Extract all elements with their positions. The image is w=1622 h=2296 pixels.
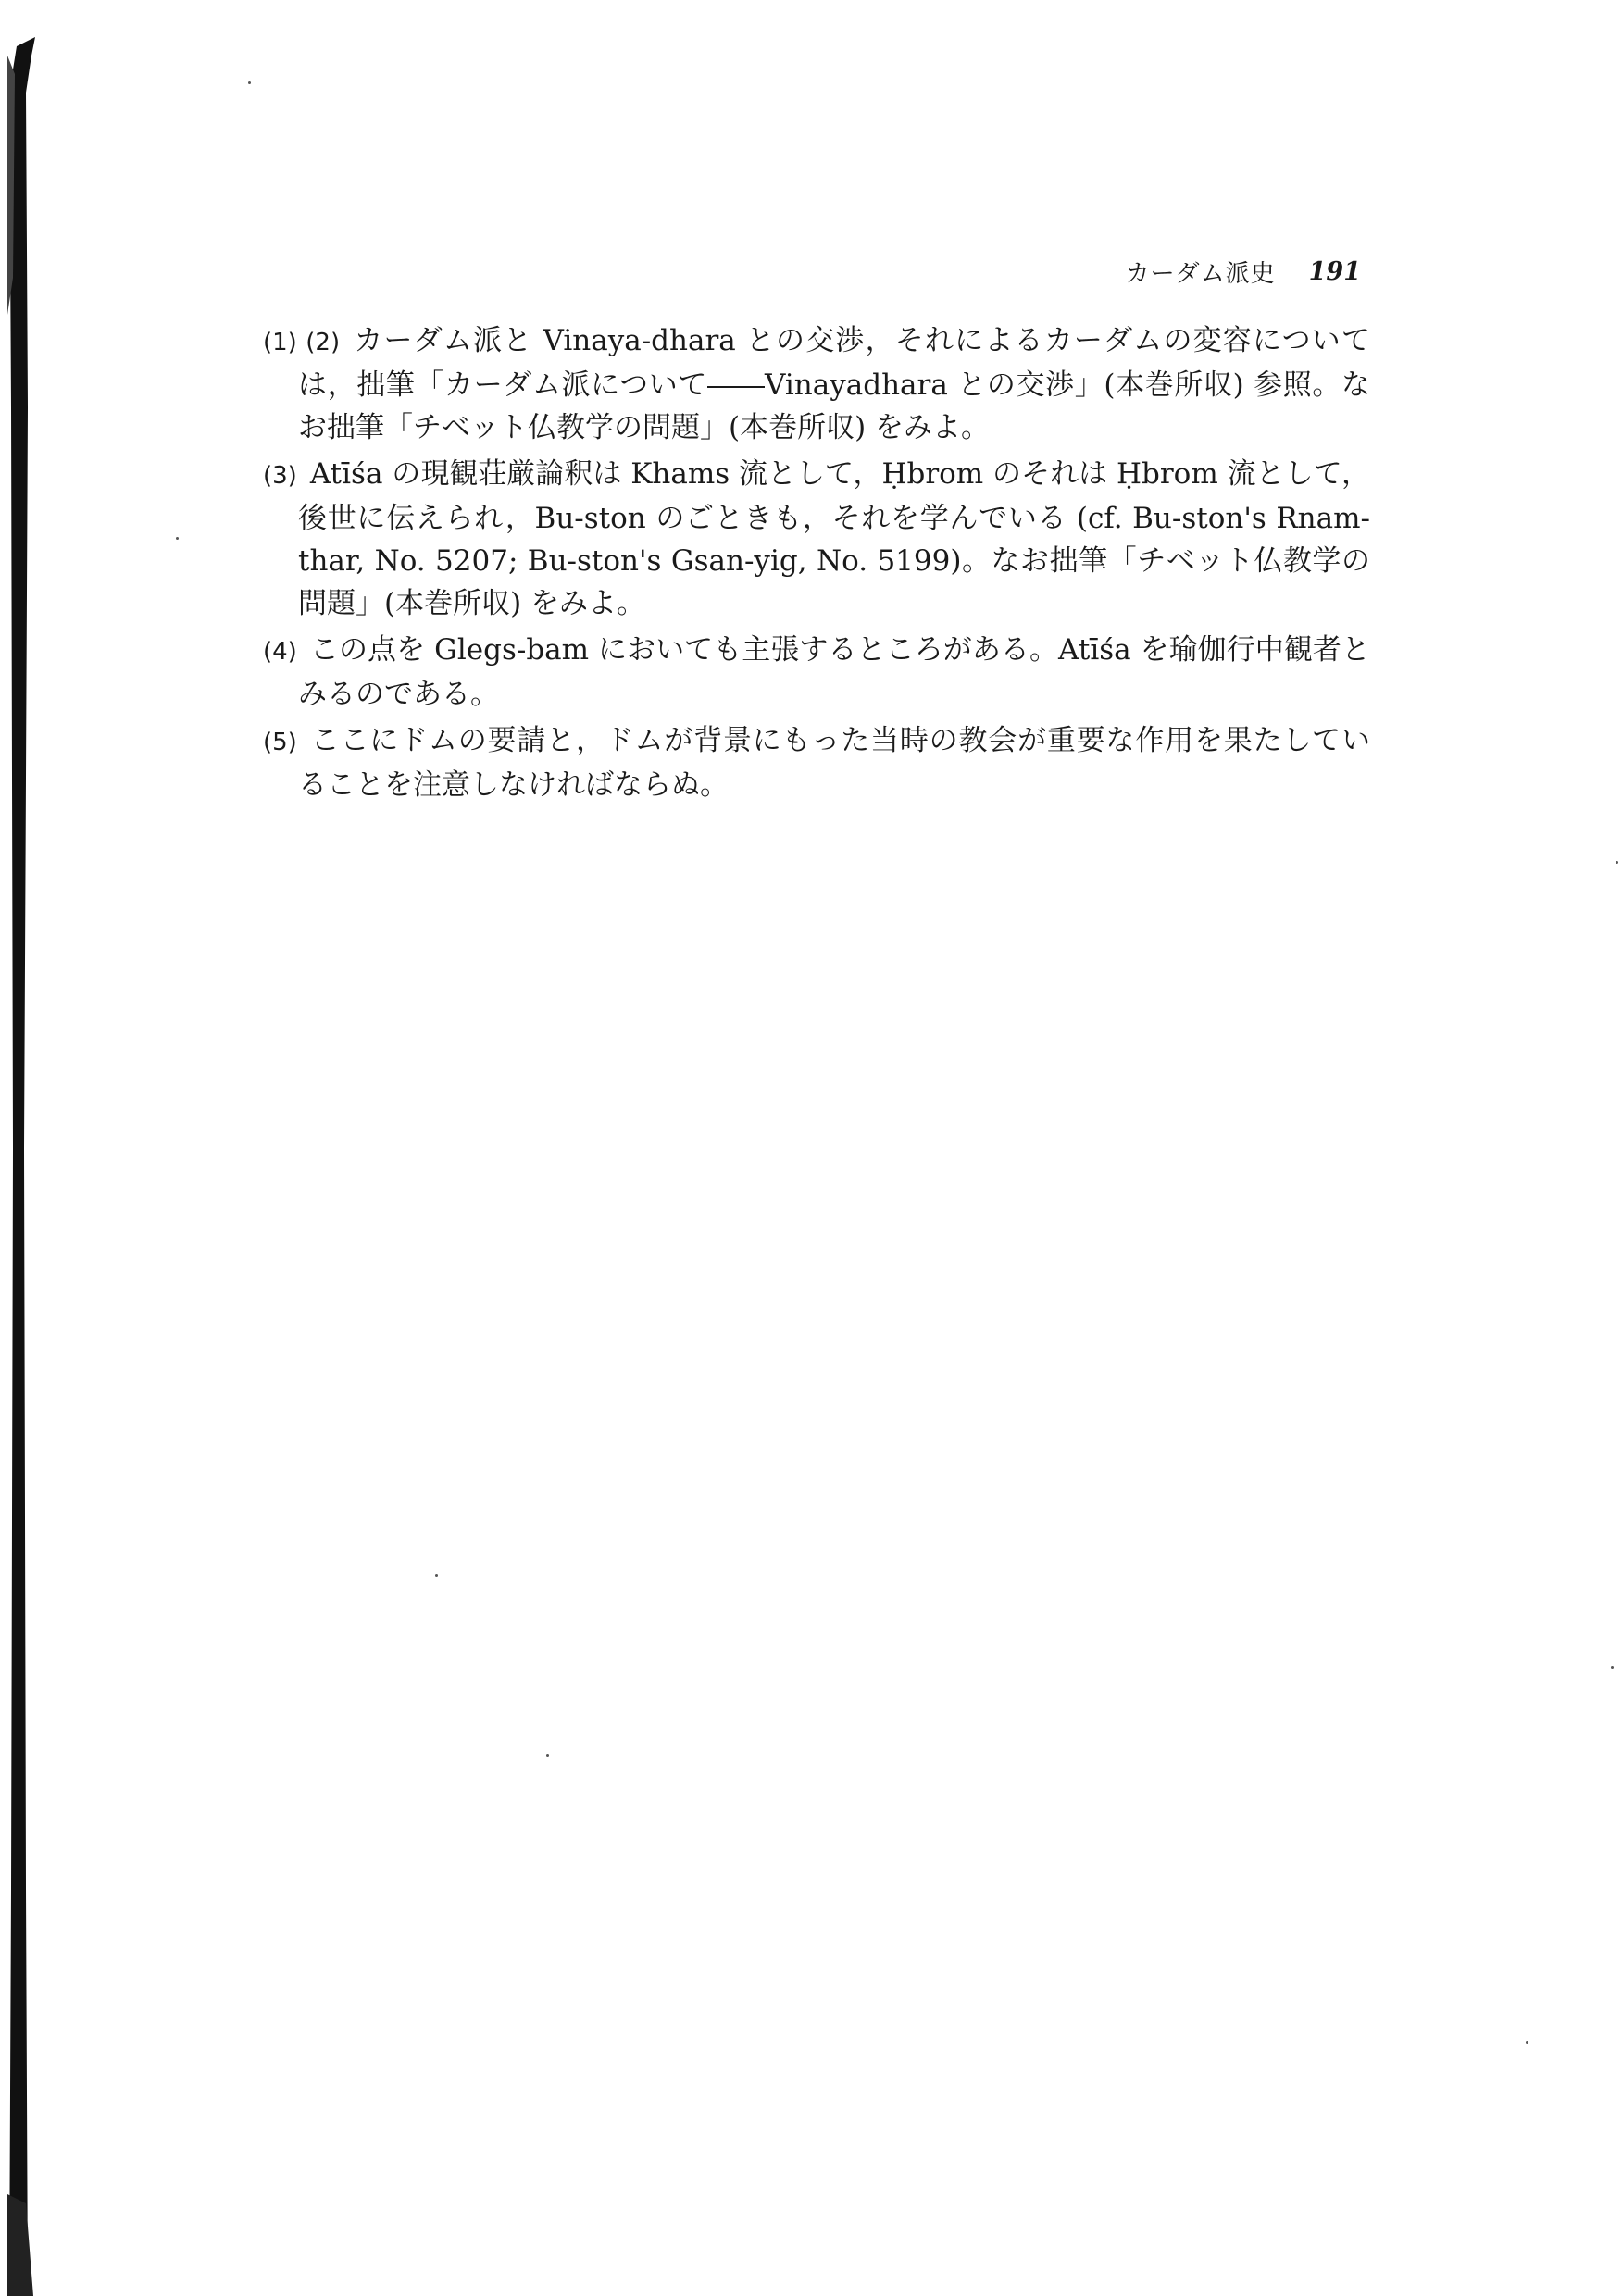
footnote-text: ここにドムの要請と，ドムが背景にもった当時の教会が重要な作用を果たしていることを注意しなければならぬ。 <box>298 724 1370 802</box>
footnote-marker: (4) <box>263 638 297 666</box>
footnote-marker: (3) <box>263 462 297 490</box>
footnote-4 <box>263 629 1370 716</box>
footnote-5 <box>263 719 1370 806</box>
footnote-text: Atīśa の現観荘厳論釈は Khams 流として，Ḥbrom のそれは Ḥbrom 流として，後世に伝えられ，Bu-ston のごときも，それを学んでいる (cf. Bu-ston's Rnam-thar, No. 5207; Bu-ston's Gsan-yig, No. 5199)。なお拙筆「チベット仏教学の問題」(本巻所収) をみよ。 <box>298 457 1370 620</box>
binding-edge-shadow <box>7 37 35 2296</box>
footnote-marker: (1) (2) <box>263 329 341 356</box>
footnote-3 <box>263 453 1370 625</box>
running-head <box>1065 253 1361 290</box>
footnote-text: この点を Glegs-bam においても主張するところがある。Atīśa を瑜伽行中観者とみるのである。 <box>298 633 1370 711</box>
footnote-marker: (5) <box>263 729 297 756</box>
page-number: 191 <box>1308 256 1361 286</box>
footnote-text: カーダム派と Vinaya-dhara との交渉，それによるカーダムの変容については，拙筆「カーダム派について――Vinayadhara との交渉」(本巻所収) 参照。なお拙筆「チベット仏教学の問題」(本巻所収) をみよ。 <box>298 324 1370 444</box>
running-head-title: カーダム派史 <box>1125 259 1276 288</box>
footnotes-section <box>263 319 1370 810</box>
footnote-1-2 <box>263 319 1370 449</box>
